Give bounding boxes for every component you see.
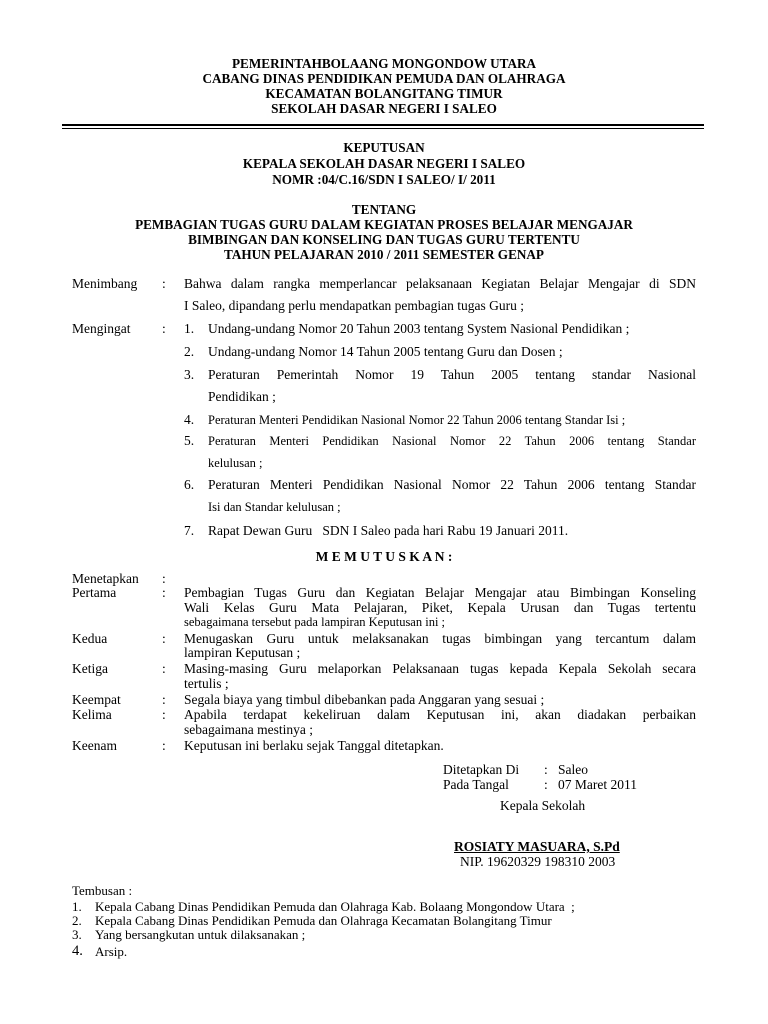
ditetapkan-value: Saleo — [558, 762, 588, 777]
keempat-colon: : — [162, 692, 166, 707]
kelima-colon: : — [162, 707, 166, 722]
mengingat-item-num: 4. — [184, 412, 195, 427]
letterhead-rule-thick — [62, 124, 704, 126]
keenam-colon: : — [162, 738, 166, 753]
mengingat-item-text-cont: Isi dan Standar kelulusan ; — [208, 500, 341, 514]
mengingat-item-text: Rapat Dewan Guru SDN I Saleo pada hari Rabu 19 Januari 2011. — [208, 523, 569, 538]
tembusan-item-num: 1. — [72, 899, 82, 914]
mengingat-item-num: 1. — [184, 321, 195, 336]
letterhead-line-1: PEMERINTAHBOLAANG MONGONDOW UTARA — [231, 56, 537, 71]
keenam-line-1: Keputusan ini berlaku sejak Tanggal ditetapkan. — [184, 738, 444, 753]
tembusan-item-text: Kepala Cabang Dinas Pendidikan Pemuda dan Olahraga Kab. Bolaang Mongondow Utara ; — [95, 899, 575, 914]
mengingat-item-num: 6. — [184, 477, 195, 492]
keenam-label: Keenam — [72, 738, 117, 753]
menimbang-line-1: Bahwa dalam rangka memperlancar pelaksanaan Kegiatan Belajar Mengajar di SDN — [184, 276, 696, 291]
pertama-line-3: sebagaimana tersebut pada lampiran Keputusan ini ; — [184, 615, 446, 629]
kedua-label: Kedua — [72, 631, 108, 646]
mengingat-item-text: Undang-undang Nomor 20 Tahun 2003 tentang System Nasional Pendidikan ; — [208, 321, 630, 336]
doc-title-issuer: KEPALA SEKOLAH DASAR NEGERI I SALEO — [242, 156, 526, 171]
keempat-line-1: Segala biaya yang timbul dibebankan pada Anggaran yang sesuai ; — [184, 692, 545, 707]
kedua-line-1: Menugaskan Guru untuk melaksanakan tugas bimbingan yang tercantum dalam — [184, 631, 696, 646]
mengingat-item-num: 5. — [184, 433, 195, 448]
tanggal-label: Pada Tangal — [443, 777, 509, 792]
pertama-label: Pertama — [72, 585, 117, 600]
ketiga-line-2: tertulis ; — [184, 676, 229, 691]
mengingat-item-num: 3. — [184, 367, 195, 382]
tembusan-item-num: 2. — [72, 913, 82, 928]
ketiga-line-1: Masing-masing Guru melaporkan Pelaksanaan tugas kepada Kepala Sekolah secara — [184, 661, 696, 676]
ditetapkan-colon: : — [544, 762, 548, 777]
mengingat-item-text-cont: kelulusan ; — [208, 456, 263, 470]
subject-line-3: TAHUN PELAJARAN 2010 / 2011 SEMESTER GENAP — [224, 247, 544, 262]
kelima-line-1: Apabila terdapat kekeliruan dalam Keputusan ini, akan diadakan perbaikan — [184, 707, 696, 722]
pertama-line-2: Wali Kelas Guru Mata Pelajaran, Piket, Kepala Urusan dan Tugas tertentu — [184, 600, 696, 615]
menimbang-colon: : — [162, 276, 166, 291]
letterhead-line-2: CABANG DINAS PENDIDIKAN PEMUDA DAN OLAHRAGA — [202, 71, 566, 86]
letterhead-line-3: KECAMATAN BOLANGITANG TIMUR — [265, 86, 503, 101]
tembusan-item-num: 4. — [72, 943, 83, 959]
subject-tentang: TENTANG — [351, 202, 417, 217]
menimbang-label: Menimbang — [72, 276, 138, 291]
mengingat-item-num: 2. — [184, 344, 195, 359]
ketiga-colon: : — [162, 661, 166, 676]
letterhead-line-4: SEKOLAH DASAR NEGERI I SALEO — [271, 101, 497, 116]
mengingat-item-text: Peraturan Menteri Pendidikan Nasional Nomor 22 Tahun 2006 tentang Standar — [208, 434, 696, 448]
menimbang-line-2: I Saleo, dipandang perlu mendapatkan pembagian tugas Guru ; — [184, 298, 525, 313]
tembusan-item-num: 3. — [72, 927, 82, 942]
tembusan-item-text: Yang bersangkutan untuk dilaksanakan ; — [95, 927, 306, 942]
doc-number: NOMR :04/C.16/SDN I SALEO/ I/ 2011 — [272, 172, 496, 187]
signer-name: ROSIATY MASUARA, S.Pd — [454, 839, 620, 854]
mengingat-item-text: Peraturan Pemerintah Nomor 19 Tahun 2005 tentang standar Nasional — [208, 367, 696, 382]
ditetapkan-label: Ditetapkan Di — [443, 762, 520, 777]
memutuskan-heading: M E M U T U S K A N : — [315, 549, 453, 564]
pertama-line-1: Pembagian Tugas Guru dan Kegiatan Belajar Mengajar atau Bimbingan Konseling — [184, 585, 696, 600]
mengingat-label: Mengingat — [72, 321, 131, 336]
kelima-line-2: sebagaimana mestinya ; — [184, 722, 313, 737]
kedua-line-2: lampiran Keputusan ; — [184, 645, 301, 660]
kedua-colon: : — [162, 631, 166, 646]
menetapkan-label: Menetapkan — [72, 571, 139, 586]
subject-line-1: PEMBAGIAN TUGAS GURU DALAM KEGIATAN PROSES BELAJAR MENGAJAR — [135, 217, 633, 232]
mengingat-item-text: Undang-undang Nomor 14 Tahun 2005 tentang Guru dan Dosen ; — [208, 344, 563, 359]
tembusan-item-text: Arsip. — [95, 944, 128, 959]
subject-line-2: BIMBINGAN DAN KONSELING DAN TUGAS GURU TERTENTU — [188, 232, 580, 247]
letterhead-rule-thin — [62, 128, 704, 129]
signer-nip: NIP. 19620329 198310 2003 — [460, 854, 616, 869]
tembusan-item-text: Kepala Cabang Dinas Pendidikan Pemuda dan Olahraga Kecamatan Bolangitang Timur — [95, 913, 552, 928]
ketiga-label: Ketiga — [72, 661, 108, 676]
tanggal-value: 07 Maret 2011 — [558, 777, 637, 792]
keempat-label: Keempat — [72, 692, 121, 707]
pertama-colon: : — [162, 585, 166, 600]
kelima-label: Kelima — [72, 707, 112, 722]
tanggal-colon: : — [544, 777, 548, 792]
menetapkan-colon: : — [162, 571, 166, 586]
mengingat-colon: : — [162, 321, 166, 336]
tembusan-label: Tembusan : — [72, 883, 133, 898]
doc-title: KEPUTUSAN — [343, 140, 425, 155]
mengingat-item-text: Peraturan Menteri Pendidikan Nasional Nomor 22 Tahun 2006 tentang Standar — [208, 477, 696, 492]
mengingat-item-text: Peraturan Menteri Pendidikan Nasional Nomor 22 Tahun 2006 tentang Standar Isi ; — [208, 413, 626, 427]
mengingat-item-text-cont: Pendidikan ; — [208, 389, 276, 404]
signer-position: Kepala Sekolah — [500, 798, 586, 813]
mengingat-item-num: 7. — [184, 523, 195, 538]
